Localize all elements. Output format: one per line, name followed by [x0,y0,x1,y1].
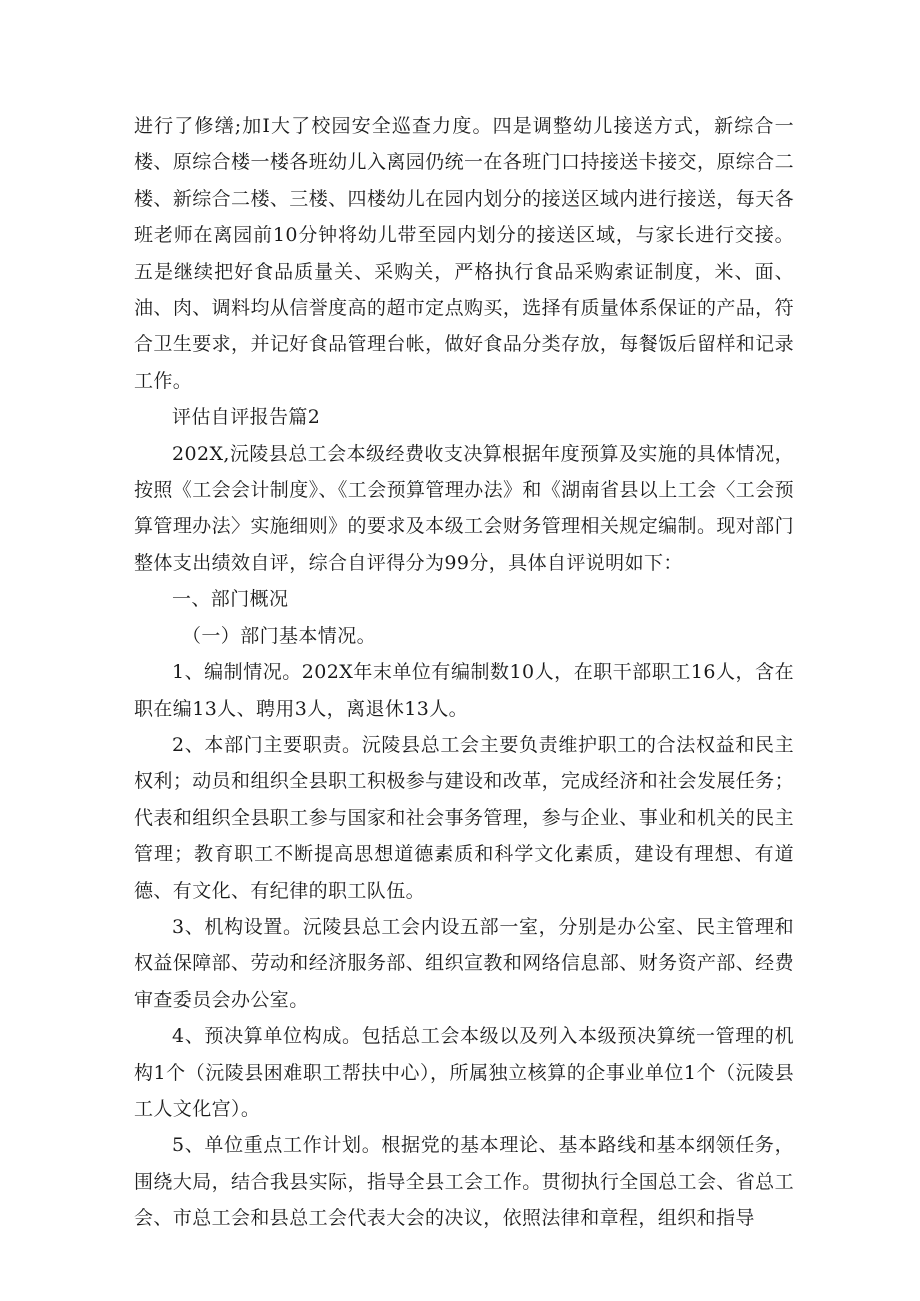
paragraph-budget-units: 4、预决算单位构成。包括总工会本级以及列入本级预决算统一管理的机构1个（沅陵县困难职工帮扶中心），所属独立核算的企事业单位1个（沅陵县工人文化宫）。 [134,1025,794,1120]
subheading-basic-info: （一）部门基本情况。 [182,624,377,647]
paragraph-work-plan: 5、单位重点工作计划。根据党的基本理论、基本路线和基本纲领任务，围绕大局，结合我县实际，指导全县工会工作。贯彻执行全国总工会、省总工会、市总工会和县总工会代表大会的决议，依照法律和章程，组织和指导 [134,1134,794,1230]
paragraph-repairs: 进行了修缮;加I大了校园安全巡查力度。四是调整幼儿接送方式，新综合一楼、原综合楼一楼各班幼儿入离园仍统一在各班门口持接送卡接交，原综合二楼、新综合二楼、三楼、四楼幼儿在园内划分的接送区域内进行接送，每天各班老师在离园前10分钟将幼儿带至园内划分的接送区域，与家长进行交接。五是继续把好食品质量关、采购关，严格执行食品采购索证制度，米、面、油、肉、调料均从信誉度高的超市定点购买，选择有质量体系保证的产品，符合卫生要求，并记好食品管理台帐，做好食品分类存放，每餐饭后留样和记录工作。 [134,115,794,392]
section-heading-report-2: 评估自评报告篇2 [172,406,321,429]
paragraph-organization: 3、机构设置。沅陵县总工会内设五部一室，分别是办公室、民主管理和权益保障部、劳动和经济服务部、组织宣教和网络信息部、财务资产部、经费审查委员会办公室。 [134,915,794,1011]
heading-department-overview: 一、部门概况 [172,588,289,611]
document-body [134,108,794,1237]
paragraph-staffing: 1、编制情况。202X年末单位有编制数10人，在职干部职工16人，含在职在编13人、聘用3人，离退休13人。 [134,661,794,720]
paragraph-responsibilities: 2、本部门主要职责。沅陵县总工会主要负责维护职工的合法权益和民主权利；动员和组织全县职工积极参与建设和改革，完成经济和社会发展任务；代表和组织全县职工参与国家和社会事务管理，参与企业、事业和机关的民主管理；教育职工不断提高思想道德素质和科学文化素质，建设有理想、有道德、有文化、有纪律的职工队伍。 [134,733,794,902]
paragraph-budget-intro: 202X,沅陵县总工会本级经费收支决算根据年度预算及实施的具体情况，按照《工会会计制度》、《工会预算管理办法》和《湖南省县以上工会〈工会预算管理办法〉实施细则》的要求及本级工会财务管理相关规定编制。现对部门整体支出绩效自评，综合自评得分为99分，具体自评说明如下： [134,442,795,574]
